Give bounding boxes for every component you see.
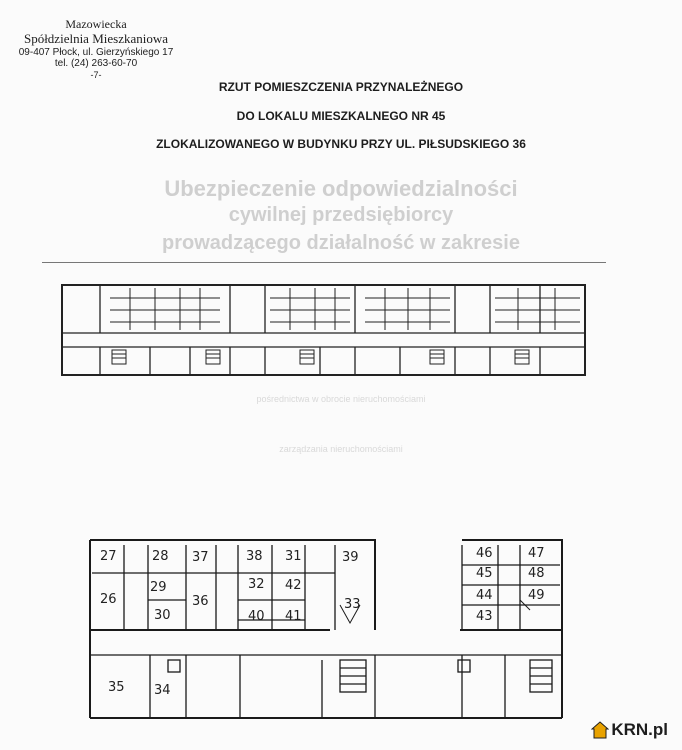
room-number: 47: [528, 546, 545, 561]
room-number: 35: [108, 680, 125, 695]
room-number: 27: [100, 549, 117, 564]
room-number: 41: [285, 609, 302, 624]
bleed-through-text-2: cywilnej przedsiębiorcy: [228, 204, 454, 226]
room-number: 31: [285, 549, 302, 564]
room-number: 32: [248, 577, 265, 592]
stamp-phone: tel. (24) 263-60-70: [54, 58, 138, 70]
room-number: 40: [248, 609, 265, 624]
room-number: 36: [192, 594, 209, 609]
room-number: 30: [154, 608, 171, 623]
bleed-through-text-3: prowadzącego działalność w zakresie: [162, 232, 520, 254]
room-number: 28: [152, 549, 169, 564]
room-number: 48: [528, 566, 545, 581]
document-title-line-2: DO LOKALU MIESZKALNEGO NR 45: [236, 109, 446, 123]
document-title-line-1: RZUT POMIESZCZENIA PRZYNALEŻNEGO: [218, 80, 464, 94]
logo-text: KRN.pl: [611, 720, 668, 739]
room-number: 46: [476, 546, 493, 561]
bleed-through-text-1: Ubezpieczenie odpowiedzialności: [164, 176, 518, 201]
room-number: 38: [246, 549, 263, 564]
room-number: 49: [528, 588, 545, 603]
stamp-page-number: -7-: [90, 69, 102, 80]
bleed-through-text-5: zarządzania nieruchomościami: [279, 444, 403, 454]
krn-logo: [591, 720, 668, 740]
room-number: 29: [150, 580, 167, 595]
document-title-line-3: ZLOKALIZOWANEGO W BUDYNKU PRZY UL. PIŁSUDSKIEGO 36: [156, 137, 526, 151]
room-number: 39: [342, 550, 359, 565]
room-number: 43: [476, 609, 493, 624]
bleed-through-text-4: pośrednictwa w obrocie nieruchomościami: [256, 394, 426, 404]
stamp-address: 09-407 Płock, ul. Gierzyńskiego 17: [18, 46, 174, 58]
stamp-line-2: Spółdzielnia Mieszkaniowa: [23, 30, 169, 46]
room-number: 42: [285, 578, 302, 593]
stamp-line-1: Mazowiecka: [65, 17, 127, 31]
room-number: 37: [192, 550, 209, 565]
room-number: 34: [154, 683, 171, 698]
room-number: 33: [344, 597, 361, 612]
room-number: 26: [100, 592, 117, 607]
room-number: 45: [476, 566, 493, 581]
house-icon: [591, 721, 609, 739]
room-number: 44: [476, 588, 493, 603]
